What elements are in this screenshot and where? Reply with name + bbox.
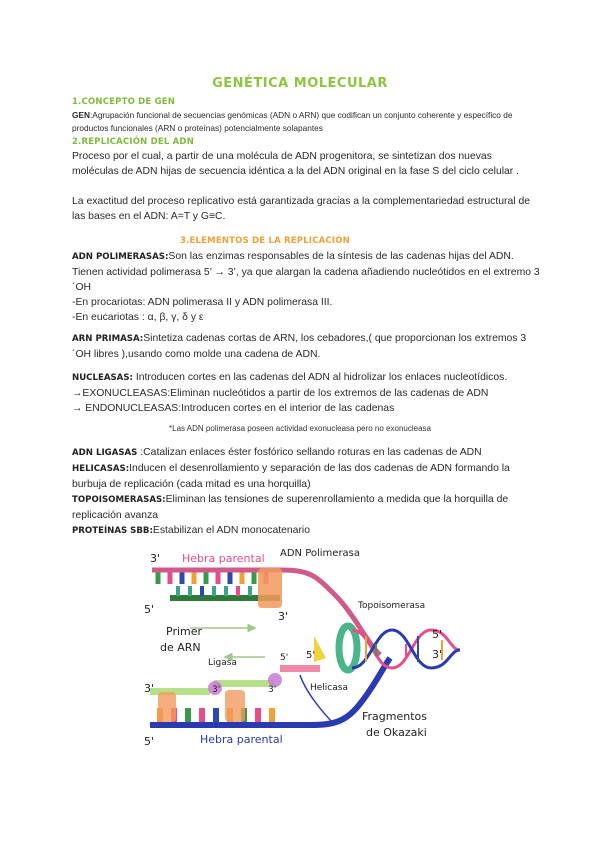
nucleasas-line1: Introducen cortes en las cadenas del ADN al hidrolizar los enlaces nucleotídicos. [132, 372, 508, 383]
topoisomerasas-label: TOPOISOMERASAS: [72, 495, 166, 505]
helicasas-label: HELICASAS: [72, 464, 130, 474]
okazaki-fragment-3 [280, 665, 320, 672]
replication-fork-diagram [130, 540, 490, 755]
label-5prime-left: 5' [144, 603, 155, 616]
replicacion-paragraph-1: Proceso por el cual, a partir de una molécula de ADN progenitora, se sintetizan dos nuevas moléculas de ADN hijas de secuencia idéntica a la del ADN original en la fase S del ciclo celular . [72, 151, 520, 177]
label-3prime-frag: 3' [268, 685, 277, 695]
primasa-block [72, 331, 532, 362]
polimerasas-line2: Tienen actividad polimerasa 5’ → 3’, ya que alargan la cadena añadiendo nucleótidos en el extremo 3´OH [72, 267, 540, 293]
label-3prime-mid: 3' [278, 610, 289, 623]
note-exonucleasa: *Las ADN polimerasa poseen actividad exonucleasa pero no exonucleasa [169, 424, 431, 433]
topoisomerase-shape [339, 626, 357, 670]
nucleasas-label: NUCLEASAS: [72, 373, 133, 383]
label-hebra-top: Hebra parental [182, 552, 265, 565]
primasa-text: Sintetiza cadenas cortas de ARN, los cebadores,( que proporcionan los extremos 3´OH libres ),usando como molde una cadena de ADN. [72, 333, 527, 360]
label-3prime-right: 3' [432, 648, 443, 661]
label-5prime-frag: 5' [280, 653, 289, 663]
ligasas-text: :Catalizan enlaces éster fosfórico sellando roturas en las cadenas de ADN [137, 447, 482, 458]
gen-text: :Agrupación funcional de secuencias genómicas (ADN o ARN) que codifican un conjunto coherente y específico de productos funcionales (ARN o proteínas) potencialmente solapantes [72, 110, 513, 133]
helicasas-text: Inducen el desenrollamiento y separación de las dos cadenas de ADN formando la burbuja de replicación (cada mitad es una horquilla) [72, 463, 510, 490]
section-heading-elementos: 3.ELEMENTOS DE LA REPLICACIÓN [180, 236, 350, 246]
label-okazaki: de Okazaki [366, 726, 427, 739]
nucleasas-block [72, 370, 542, 416]
replicacion-paragraph-2: La exactitud del proceso replicativo está garantizada gracias a la complementariedad estructural de las bases en el ADN: A=T y G≡C. [72, 196, 531, 222]
label-primer: Primer [166, 625, 203, 638]
label-5prime-right: 5' [432, 628, 443, 641]
label-5prime-fork: 5' [306, 650, 316, 661]
helicase-shape [314, 636, 326, 662]
nucleasas-line3: → ENDONUCLEASAS:Introducen cortes en el interior de las cadenas [72, 403, 395, 414]
ssb-label: PROTEÍNAS SBB: [72, 526, 153, 536]
dna-polymerase-shape [258, 568, 282, 608]
label-fragmentos: Fragmentos [362, 710, 428, 723]
label-3prime-ligasa: 3' [212, 685, 221, 695]
gen-definition [72, 109, 527, 134]
label-topoisomerasa: Topoisomerasa [358, 601, 426, 611]
okazaki-polymerase [225, 690, 245, 722]
page-title: GENÉTICA MOLECULAR [212, 76, 388, 91]
label-polimerasa: ADN Polimerasa [280, 548, 361, 559]
bottom-parental-rungs [160, 708, 272, 722]
gen-label: GEN [72, 110, 90, 120]
label-hebra-bottom: Hebra parental [200, 733, 283, 746]
label-5prime-bottom: 5' [144, 735, 155, 748]
ligasas-label: ADN LIGASAS [72, 448, 138, 458]
ssb-text: Estabilizan el ADN monocatenario [152, 525, 311, 536]
enzymes-block [72, 445, 542, 539]
label-de-arn: de ARN [160, 641, 201, 654]
nucleasas-line2: →EXONUCLEASAS:Eliminan nucleótidos a partir de los extremos de las cadenas de ADN [72, 388, 489, 399]
polimerasas-line4: -En eucariotas : α, β, γ, δ y ε [72, 312, 204, 323]
okazaki-fragment-2 [214, 680, 274, 687]
polimerasas-label: ADN POLIMERASAS: [72, 252, 169, 262]
label-3prime-top: 3' [150, 552, 161, 565]
polimerasas-block [72, 249, 542, 325]
label-ligasa: Ligasa [208, 658, 237, 668]
polimerasas-line3: -En procariotas: ADN polimerasa II y ADN polimerasa III. [72, 297, 333, 308]
section-heading-replicacion: 2.REPLICACIÓN DEL ADN [72, 137, 195, 147]
primasa-label: ARN PRIMASA: [72, 334, 144, 344]
leading-rungs [178, 586, 250, 596]
okazaki-polymerase-2 [158, 692, 176, 722]
section-heading-concepto-gen: 1.CONCEPTO DE GEN [72, 97, 176, 107]
label-helicasa: Helicasa [310, 683, 348, 693]
topoisomerasas-text: Eliminan las tensiones de superenrollamiento a medida que la horquilla de replicación avanza [72, 494, 509, 521]
label-3prime-lag: 3' [144, 682, 155, 695]
polimerasas-line1: Son las enzimas responsables de la síntesis de las cadenas hijas del ADN. [168, 251, 514, 262]
